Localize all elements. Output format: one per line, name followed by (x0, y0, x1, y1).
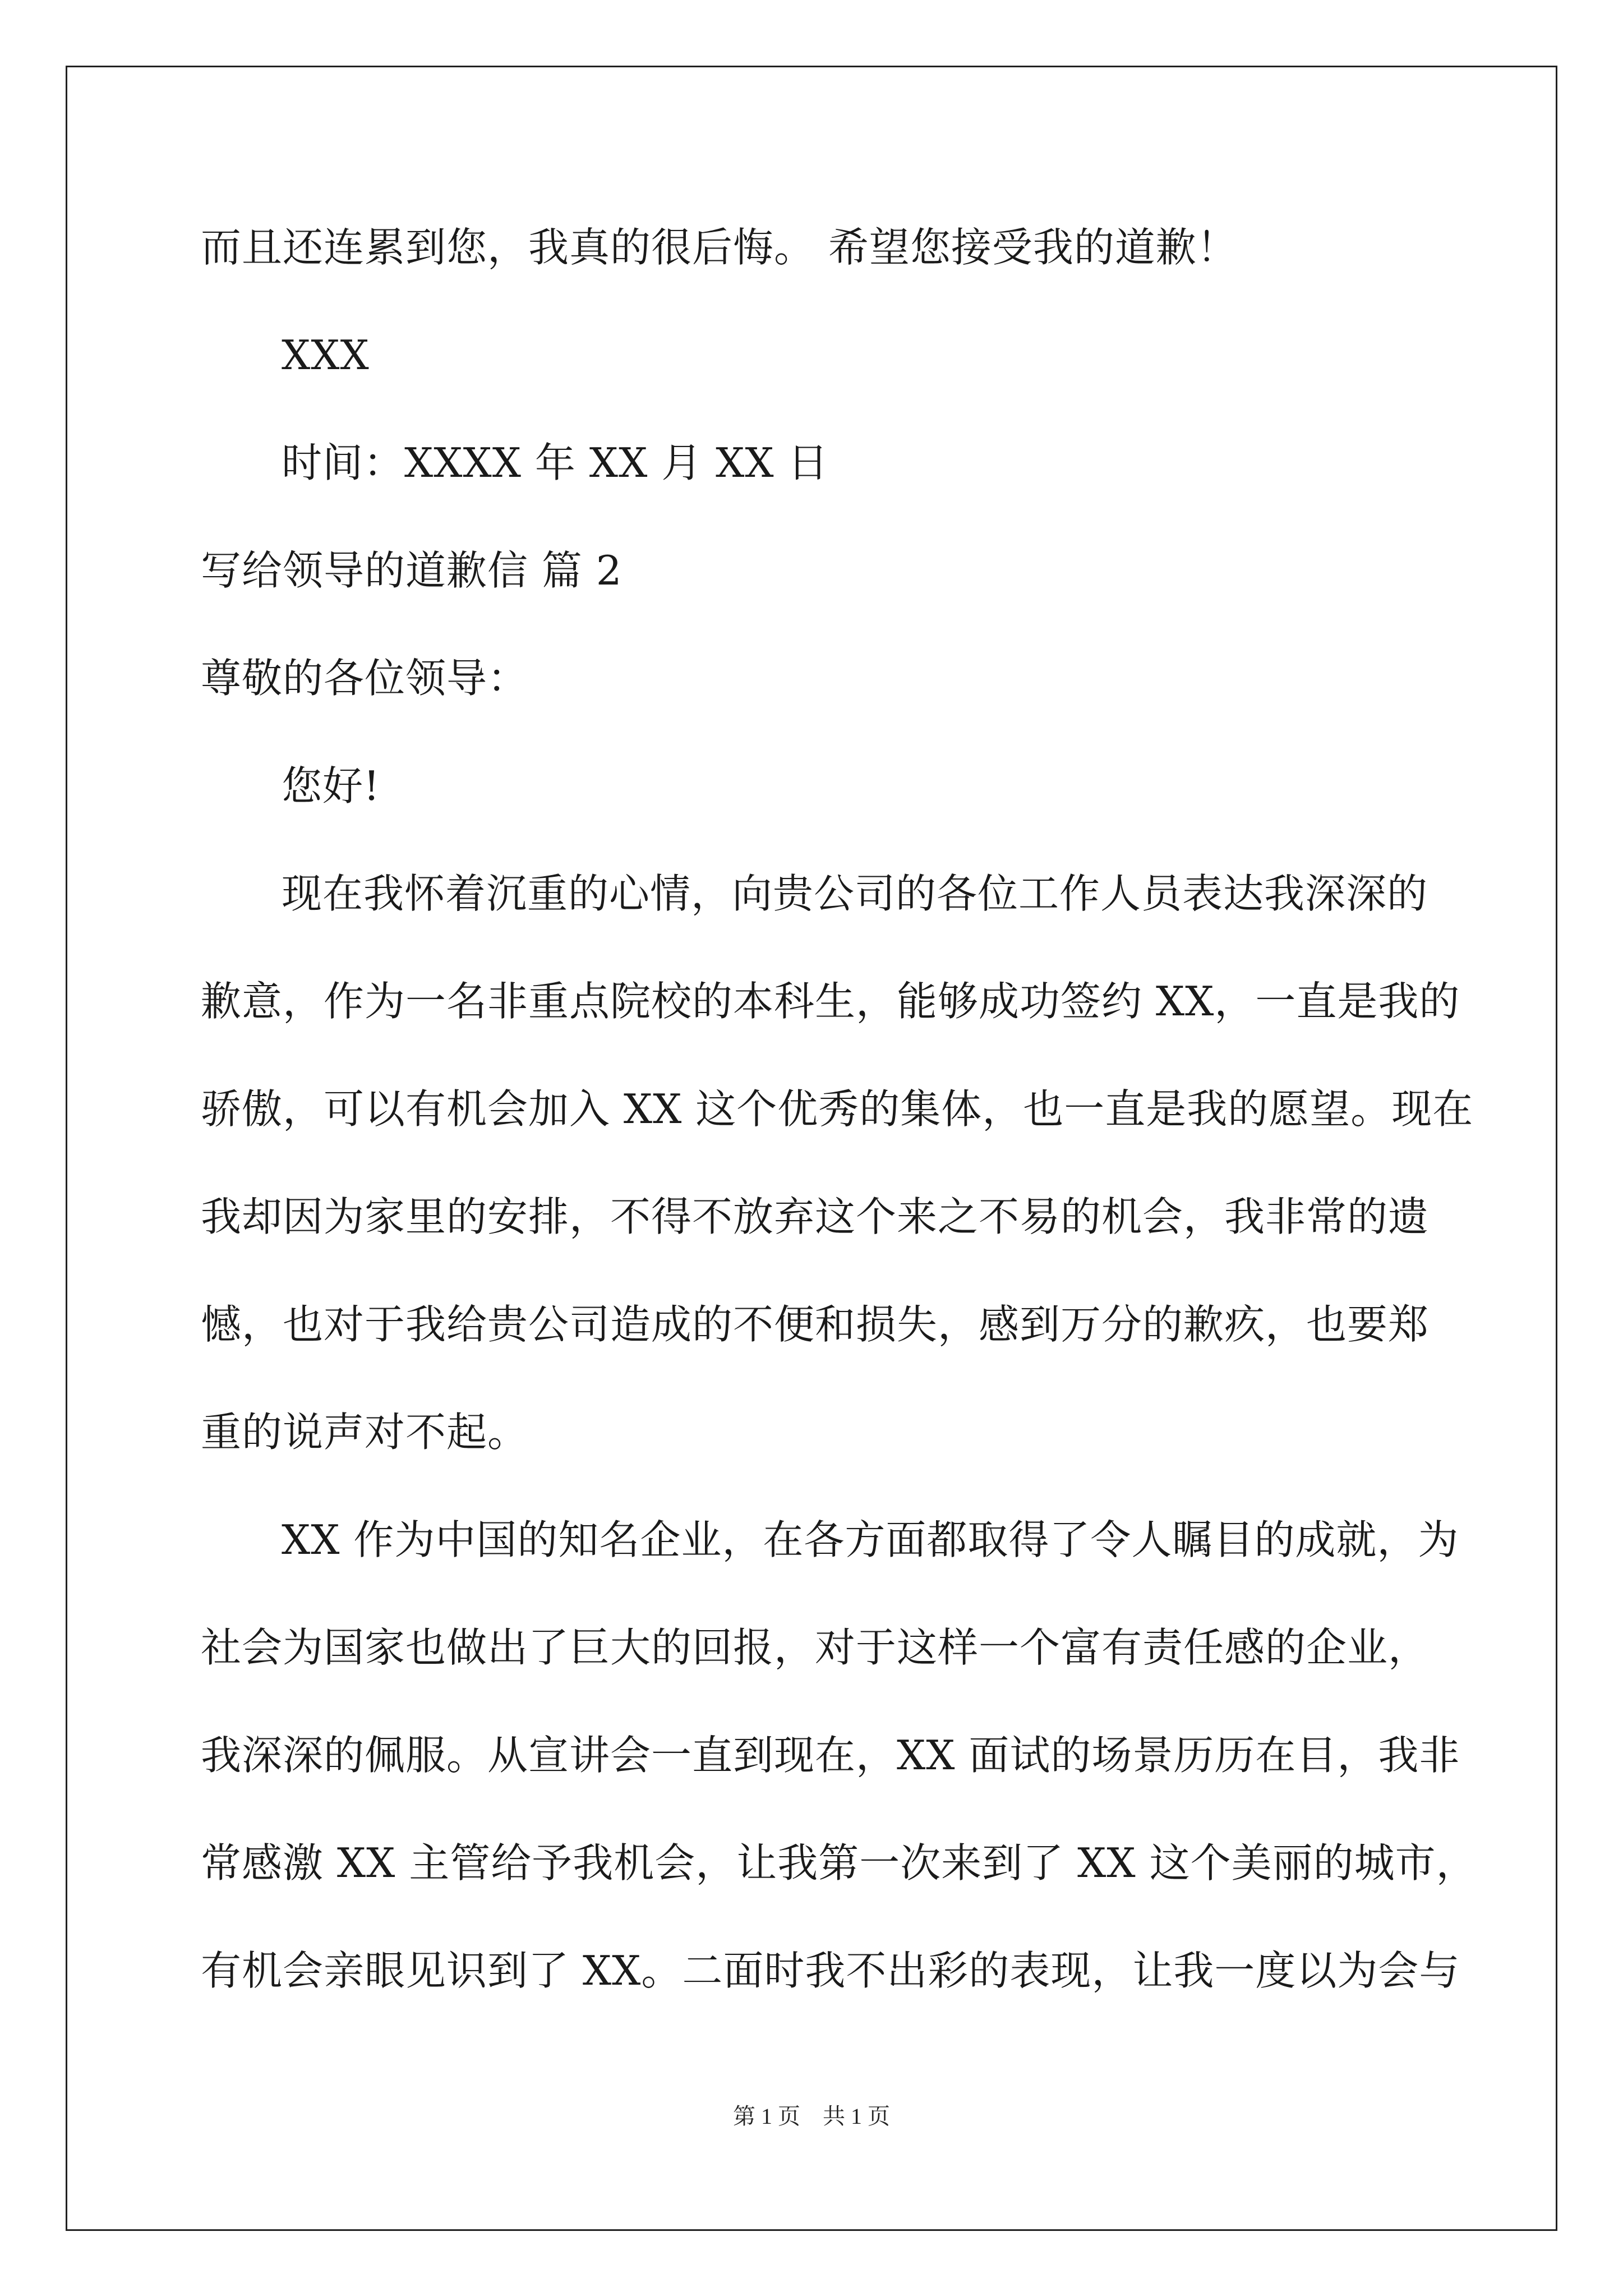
signature-line: XXX (282, 332, 370, 379)
paragraph-line: 重的说声对不起。 (201, 1409, 529, 1456)
paragraph-line: 憾，也对于我给贵公司造成的不便和损失，感到万分的歉疚，也要郑 (201, 1301, 1430, 1348)
paragraph-line: 我却因为家里的安排，不得不放弃这个来之不易的机会，我非常的遗 (201, 1193, 1430, 1240)
paragraph-line: 歉意，作为一名非重点院校的本科生，能够成功签约 XX，一直是我的 (201, 978, 1460, 1025)
paragraph-line: 我深深的佩服。从宣讲会一直到现在，XX 面试的场景历历在目，我非 (201, 1732, 1460, 1779)
date-line: 时间：XXXX 年 XX 月 XX 日 (282, 439, 829, 486)
page-number-footer: 第 1 页 共 1 页 (733, 2104, 890, 2129)
paragraph-line: 骄傲，可以有机会加入 XX 这个优秀的集体，也一直是我的愿望。现在 (201, 1085, 1474, 1133)
text-line: 而且还连累到您，我真的很后悔。 希望您接受我的道歉！ (201, 224, 1238, 271)
paragraph-line: 社会为国家也做出了巨大的回报，对于这样一个富有责任感的企业， (201, 1624, 1430, 1671)
salutation: 尊敬的各位领导： (201, 655, 529, 702)
paragraph-line: 有机会亲眼见识到了 XX。二面时我不出彩的表现，让我一度以为会与 (201, 1947, 1460, 1994)
page-border (66, 66, 1557, 2231)
paragraph-line: XX 作为中国的知名企业，在各方面都取得了令人瞩目的成就，为 (282, 1516, 1459, 1563)
paragraph-line: 现在我怀着沉重的心情，向贵公司的各位工作人员表达我深深的 (282, 870, 1428, 917)
section-heading: 写给领导的道歉信 篇 2 (201, 547, 623, 594)
paragraph-line: 常感激 XX 主管给予我机会，让我第一次来到了 XX 这个美丽的城市， (201, 1839, 1477, 1887)
greeting: 您好! (282, 762, 380, 809)
